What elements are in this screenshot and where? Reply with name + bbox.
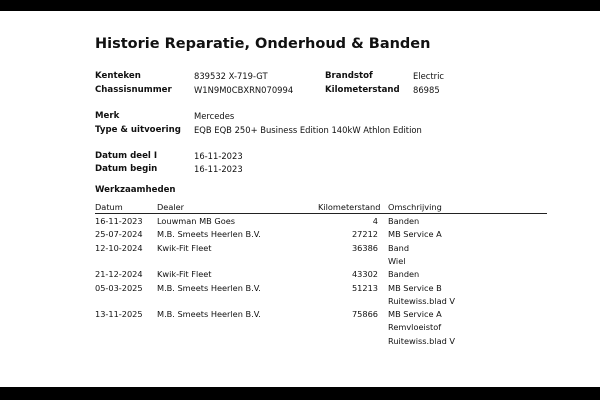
row-datum: 16-11-2023 [95,216,143,226]
row-dealer: M.B. Smeets Heerlen B.V. [157,229,261,240]
row-datum: 13-11-2025 [95,309,143,320]
page-title: Historie Reparatie, Onderhoud & Banden [95,36,431,52]
row-omschrijving: MB Service A [388,229,442,240]
row-dealer: Louwman MB Goes [157,216,236,226]
row-omschrijving: Remvloeistof [388,322,442,333]
row-kilometerstand: 4 [372,216,378,226]
row-kilometerstand: 51213 [351,282,378,293]
col-header-kilometerstand: Kilometerstand [318,202,381,212]
row-omschrijving: Ruitewiss.blad V [388,295,456,306]
kilometerstand-label: Kilometerstand [325,85,400,95]
type-value: EQB EQB 250+ Business Edition 140kW Athlon Edition [194,125,422,135]
row-kilometerstand: 75866 [351,309,378,320]
kenteken-label: Kenteken [95,71,141,81]
row-kilometerstand: 43302 [351,269,378,280]
row-omschrijving: MB Service B [388,282,442,293]
datum-begin-value: 16-11-2023 [194,164,243,174]
col-header-datum: Datum [95,202,123,212]
chassis-value: W1N9M0CBXRN070994 [194,85,294,95]
document-page [0,11,600,387]
row-dealer: M.B. Smeets Heerlen B.V. [157,282,261,293]
datum-begin-label: Datum begin [95,164,158,174]
row-omschrijving: Wiel [388,255,406,266]
row-omschrijving: Banden [388,269,420,280]
row-datum: 25-07-2024 [95,229,143,240]
kilometerstand-value: 86985 [413,85,440,95]
type-label: Type & uitvoering [95,125,181,135]
row-datum: 21-12-2024 [95,269,143,280]
row-dealer: M.B. Smeets Heerlen B.V. [157,309,261,320]
col-header-omschrijving: Omschrijving [388,202,442,212]
row-datum: 05-03-2025 [95,282,143,293]
row-omschrijving: Band [388,242,410,253]
werkzaamheden-title: Werkzaamheden [95,185,176,195]
datum-deel1-value: 16-11-2023 [194,151,243,161]
row-omschrijving: MB Service A [388,309,442,320]
brandstof-label: Brandstof [325,71,373,81]
row-dealer: Kwik-Fit Fleet [157,269,212,280]
chassis-label: Chassisnummer [95,85,172,95]
row-datum: 12-10-2024 [95,242,143,253]
datum-deel1-label: Datum deel I [95,151,158,161]
row-kilometerstand: 27212 [351,229,378,240]
col-header-dealer: Dealer [157,202,185,212]
merk-label: Merk [95,111,120,121]
brandstof-value: Electric [413,71,445,81]
row-dealer: Kwik-Fit Fleet [157,242,212,253]
merk-value: Mercedes [194,111,235,121]
row-omschrijving: Ruitewiss.blad V [388,335,456,346]
row-omschrijving: Banden [388,216,420,226]
kenteken-value: 839532 X-719-GT [194,71,268,81]
row-kilometerstand: 36386 [351,242,378,253]
header-divider [95,213,547,214]
